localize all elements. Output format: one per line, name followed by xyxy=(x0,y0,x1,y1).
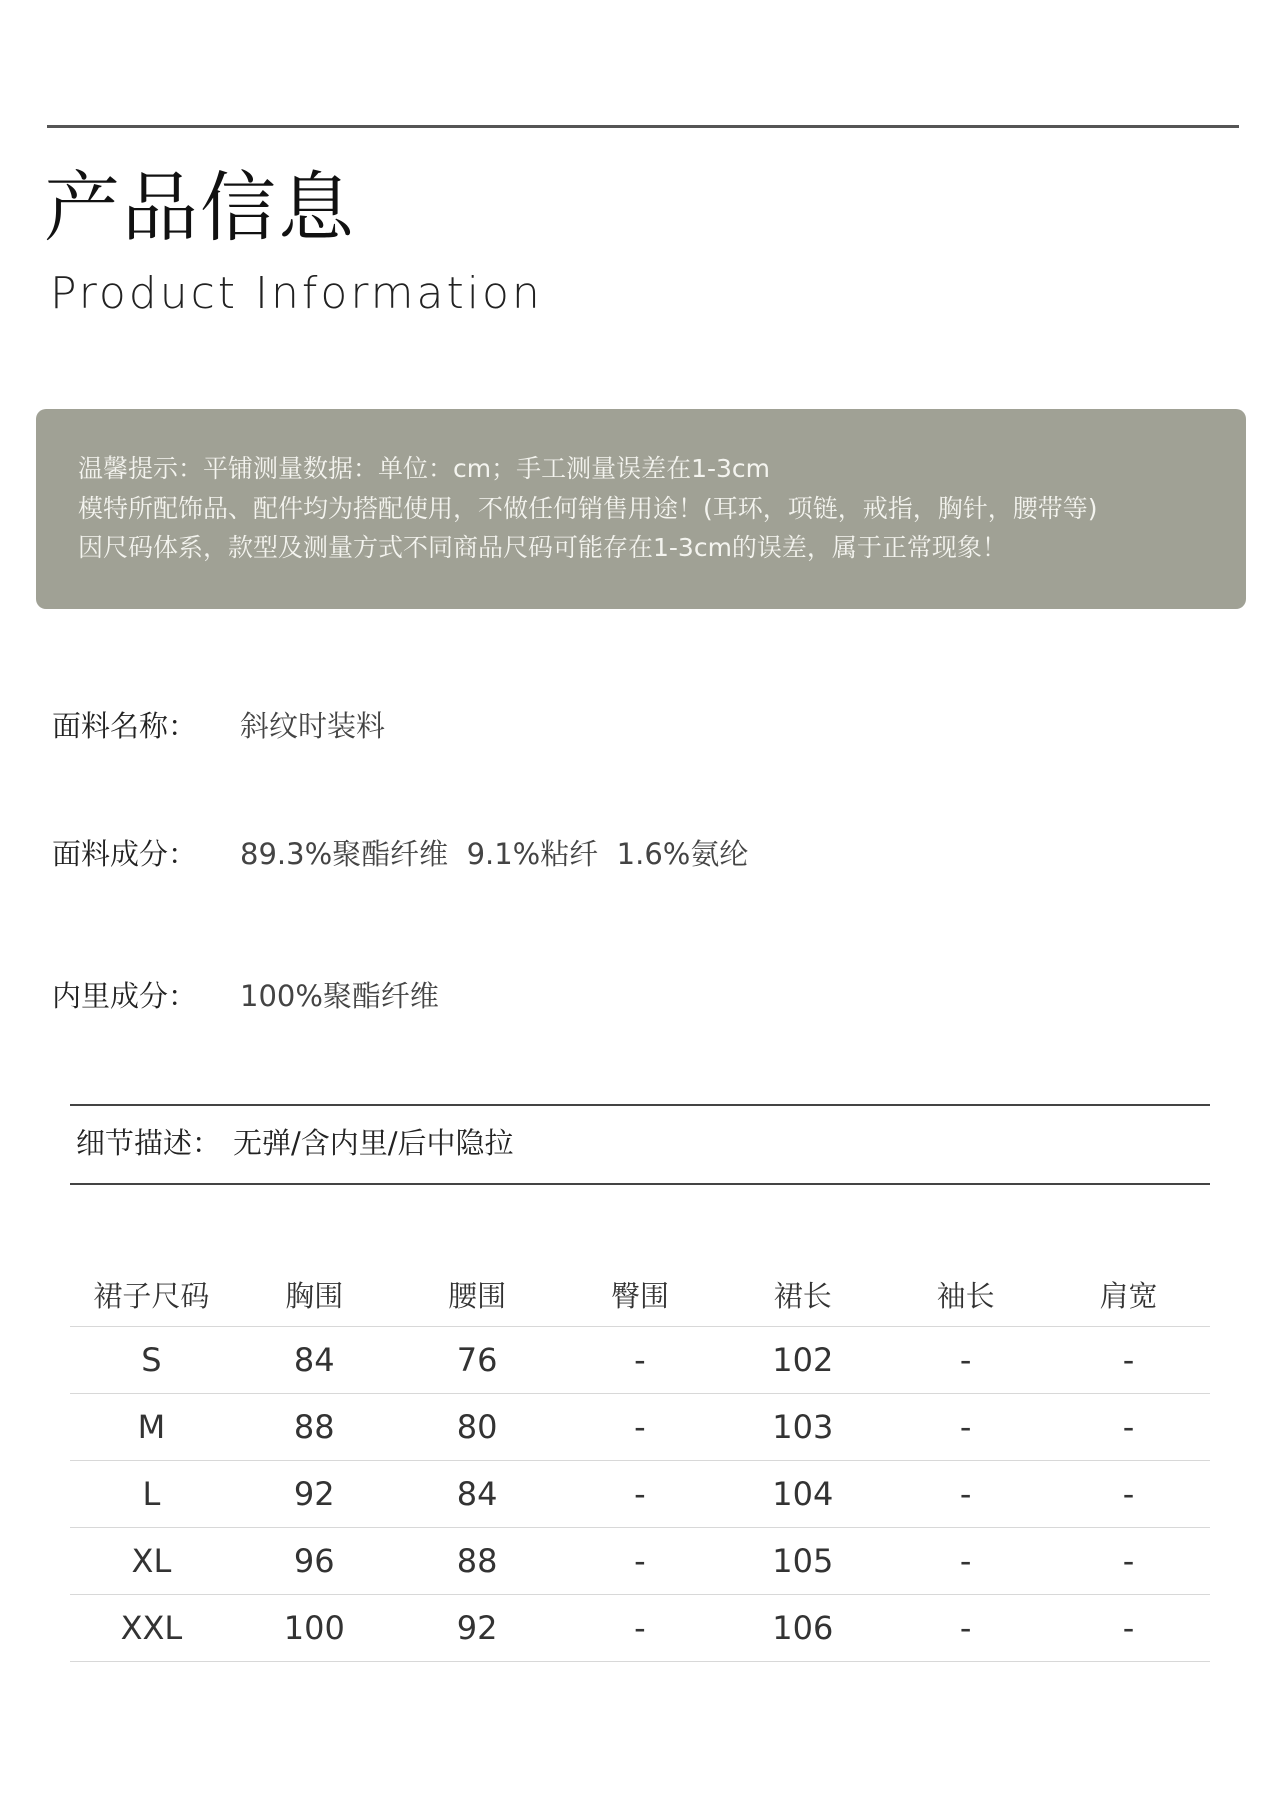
table-row xyxy=(70,1595,1210,1662)
table-cell: S xyxy=(70,1327,233,1394)
header-cell: 肩宽 xyxy=(1047,1262,1210,1327)
table-cell: - xyxy=(884,1327,1047,1394)
table-cell: 96 xyxy=(233,1528,396,1595)
notice-line-2: 模特所配饰品、配件均为搭配使用，不做任何销售用途！(耳环，项链，戒指，胸针，腰带等) xyxy=(78,494,1098,523)
table-cell: XXL xyxy=(70,1595,233,1662)
table-row xyxy=(70,1394,1210,1461)
page-subtitle: Product Information xyxy=(50,268,543,319)
header-cell: 臀围 xyxy=(559,1262,722,1327)
table-cell: - xyxy=(1047,1327,1210,1394)
table-cell: - xyxy=(884,1394,1047,1461)
detail-label: 细节描述： xyxy=(76,1126,222,1160)
fabric-name-value: 斜纹时装料 xyxy=(240,709,386,743)
table-cell: 104 xyxy=(721,1461,884,1528)
table-cell: - xyxy=(1047,1528,1210,1595)
table-cell: - xyxy=(884,1461,1047,1528)
fabric-composition-label: 面料成分： xyxy=(52,837,198,871)
top-divider xyxy=(47,125,1239,128)
header-cell: 裙长 xyxy=(721,1262,884,1327)
table-cell: - xyxy=(559,1528,722,1595)
table-cell: 76 xyxy=(396,1327,559,1394)
notice-line-1: 温馨提示：平铺测量数据：单位：cm；手工测量误差在1-3cm xyxy=(78,454,771,483)
table-cell: 92 xyxy=(233,1461,396,1528)
fabric-name-row xyxy=(52,709,386,743)
table-cell: 88 xyxy=(233,1394,396,1461)
notice-box xyxy=(36,409,1246,609)
table-cell: XL xyxy=(70,1528,233,1595)
table-cell: 106 xyxy=(721,1595,884,1662)
table-cell: - xyxy=(559,1595,722,1662)
table-cell: - xyxy=(1047,1394,1210,1461)
table-cell: 100 xyxy=(233,1595,396,1662)
table-cell: 88 xyxy=(396,1528,559,1595)
table-row xyxy=(70,1327,1210,1394)
notice-line-3: 因尺码体系，款型及测量方式不同商品尺码可能存在1-3cm的误差，属于正常现象！ xyxy=(78,533,1007,562)
table-row xyxy=(70,1461,1210,1528)
size-table-header xyxy=(70,1262,1210,1327)
table-cell: - xyxy=(559,1394,722,1461)
detail-top-divider xyxy=(70,1104,1210,1106)
table-cell: 105 xyxy=(721,1528,884,1595)
table-cell: - xyxy=(1047,1461,1210,1528)
table-cell: - xyxy=(559,1327,722,1394)
table-cell: - xyxy=(1047,1595,1210,1662)
table-cell: 102 xyxy=(721,1327,884,1394)
lining-composition-value: 100%聚酯纤维 xyxy=(240,979,439,1013)
header-cell: 胸围 xyxy=(233,1262,396,1327)
page-title: 产品信息 xyxy=(44,163,356,252)
table-cell: M xyxy=(70,1394,233,1461)
table-cell: 84 xyxy=(396,1461,559,1528)
header-cell: 裙子尺码 xyxy=(70,1262,233,1327)
lining-composition-label: 内里成分： xyxy=(52,979,198,1013)
table-cell: 80 xyxy=(396,1394,559,1461)
table-cell: 84 xyxy=(233,1327,396,1394)
fabric-name-label: 面料名称： xyxy=(52,709,198,743)
table-cell: 92 xyxy=(396,1595,559,1662)
fabric-composition-row xyxy=(52,837,749,871)
lining-composition-row xyxy=(52,979,439,1013)
detail-value: 无弹/含内里/后中隐拉 xyxy=(233,1126,514,1160)
table-cell: - xyxy=(559,1461,722,1528)
table-cell: - xyxy=(884,1528,1047,1595)
table-row xyxy=(70,1528,1210,1595)
table-cell: 103 xyxy=(721,1394,884,1461)
header-cell: 腰围 xyxy=(396,1262,559,1327)
table-cell: - xyxy=(884,1595,1047,1662)
detail-bottom-divider xyxy=(70,1183,1210,1185)
header-cell: 袖长 xyxy=(884,1262,1047,1327)
table-cell: L xyxy=(70,1461,233,1528)
fabric-composition-value: 89.3%聚酯纤维 9.1%粘纤 1.6%氨纶 xyxy=(240,837,749,871)
size-table xyxy=(70,1262,1210,1662)
detail-row xyxy=(76,1126,514,1160)
